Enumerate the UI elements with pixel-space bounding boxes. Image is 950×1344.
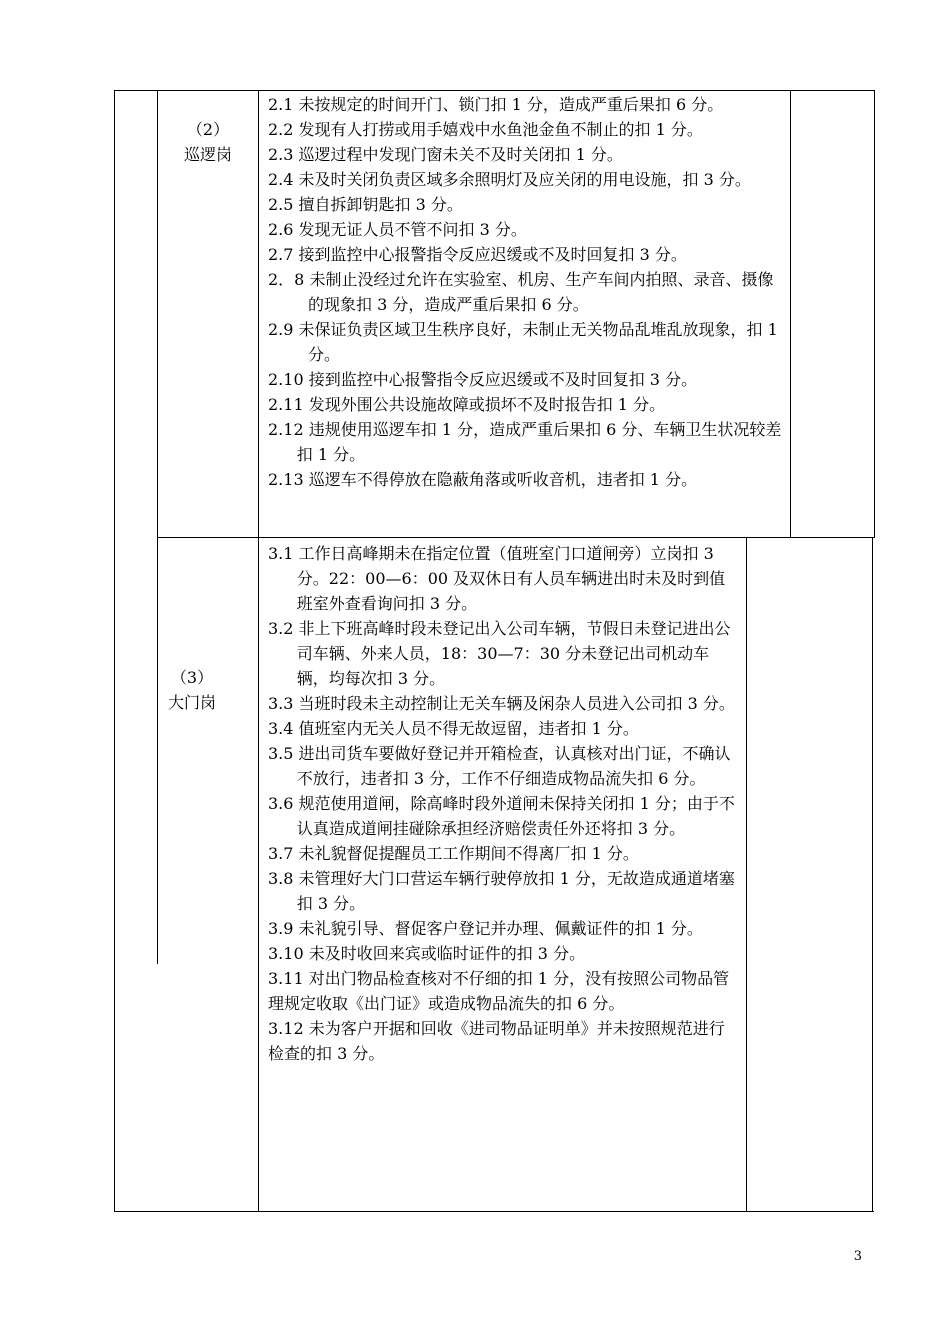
criteria-item: 3.5 进出司货车要做好登记并开箱检查，认真核对出门证，不确认不放行，违者扣 3 分，工作不仔细造成物品流失扣 6 分。 (268, 744, 731, 788)
category-name: 大门岗 (167, 693, 216, 712)
row-divider (157, 537, 875, 538)
criteria-item: 3.8 未管理好大门口营运车辆行驶停放扣 1 分，无故造成通道堵塞扣 3 分。 (268, 869, 735, 913)
page-number: 3 (853, 1249, 862, 1264)
criteria-item: 2.3 巡逻过程中发现门窗未关不及时关闭扣 1 分。 (268, 145, 623, 164)
criteria-cell-gate (268, 541, 740, 1066)
criteria-item: 2.11 发现外围公共设施故障或损坏不及时报告扣 1 分。 (268, 395, 666, 414)
category-cell-patrol (158, 117, 258, 167)
column-divider-1b (157, 537, 158, 964)
table-bottom-border (114, 1211, 874, 1212)
criteria-item: 理规定收取《出门证》或造成物品流失的扣 6 分。 (268, 994, 625, 1013)
criteria-item: 3.12 未为客户开据和回收《进司物品证明单》并未按照规范进行 (268, 1019, 725, 1038)
criteria-item: 2.4 未及时关闭负责区域多余照明灯及应关闭的用电设施，扣 3 分。 (268, 170, 751, 189)
criteria-item: 检查的扣 3 分。 (268, 1044, 385, 1063)
criteria-item: 3.6 规范使用道闸，除高峰时段外道闸未保持关闭扣 1 分；由于不认真造成道闸挂碰除承担经济赔偿责任外还将扣 3 分。 (268, 794, 735, 838)
criteria-item: 2.13 巡逻车不得停放在隐蔽角落或听收音机，违者扣 1 分。 (268, 470, 698, 489)
criteria-item: 3.10 未及时收回来宾或临时证件的扣 3 分。 (268, 944, 586, 963)
category-number: （3） (170, 668, 214, 687)
criteria-item: 2.1 未按规定的时间开门、锁门扣 1 分，造成严重后果扣 6 分。 (268, 95, 724, 114)
table-left-border (114, 90, 115, 1212)
criteria-item: 2.5 擅自拆卸钥匙扣 3 分。 (268, 195, 463, 214)
criteria-item: 2.2 发现有人打捞或用手嬉戏中水鱼池金鱼不制止的扣 1 分。 (268, 120, 703, 139)
column-divider-3-bottom (746, 537, 747, 1212)
criteria-item: 2.7 接到监控中心报警指令反应迟缓或不及时回复扣 3 分。 (268, 245, 687, 264)
criteria-item: 3.3 当班时段未主动控制让无关车辆及闲杂人员进入公司扣 3 分。 (268, 694, 735, 713)
table-right-border-bottom (872, 537, 873, 1212)
criteria-cell-patrol (268, 92, 786, 492)
criteria-item: 3.9 未礼貌引导、督促客户登记并办理、佩戴证件的扣 1 分。 (268, 919, 703, 938)
criteria-item: 3.7 未礼貌督促提醒员工工作期间不得离厂扣 1 分。 (268, 844, 639, 863)
column-divider-3-top (790, 90, 791, 538)
column-divider-2 (258, 90, 259, 1212)
criteria-item: 3.1 工作日高峰期未在指定位置（值班室门口道闸旁）立岗扣 3 分。22：00—6：00 及双休日有人员车辆进出时未及时到值班室外查看询问扣 3 分。 (268, 544, 726, 613)
criteria-item: 3.11 对出门物品检查核对不仔细的扣 1 分，没有按照公司物品管 (268, 969, 730, 988)
table-top-border (114, 90, 875, 91)
criteria-item: 3.4 值班室内无关人员不得无故逗留，违者扣 1 分。 (268, 719, 639, 738)
criteria-item: 2．8 未制止没经过允许在实验室、机房、生产车间内拍照、录音、摄像的现象扣 3 分，造成严重后果扣 6 分。 (268, 270, 774, 314)
criteria-item: 2.12 违规使用巡逻车扣 1 分，造成严重后果扣 6 分、车辆卫生状况较差扣 1 分。 (268, 420, 782, 464)
criteria-item: 2.10 接到监控中心报警指令反应迟缓或不及时回复扣 3 分。 (268, 370, 698, 389)
category-cell-gate (158, 665, 226, 715)
criteria-item: 2.6 发现无证人员不管不问扣 3 分。 (268, 220, 527, 239)
criteria-item: 2.9 未保证负责区域卫生秩序良好，未制止无关物品乱堆乱放现象，扣 1 分。 (268, 320, 778, 364)
criteria-item: 3.2 非上下班高峰时段未登记出入公司车辆，节假日未登记进出公司车辆、外来人员，18：30—7：30 分未登记出司机动车辆，均每次扣 3 分。 (268, 619, 731, 688)
category-name: 巡逻岗 (183, 145, 232, 164)
table-right-border-top (874, 90, 875, 538)
category-number: （2） (186, 120, 230, 139)
